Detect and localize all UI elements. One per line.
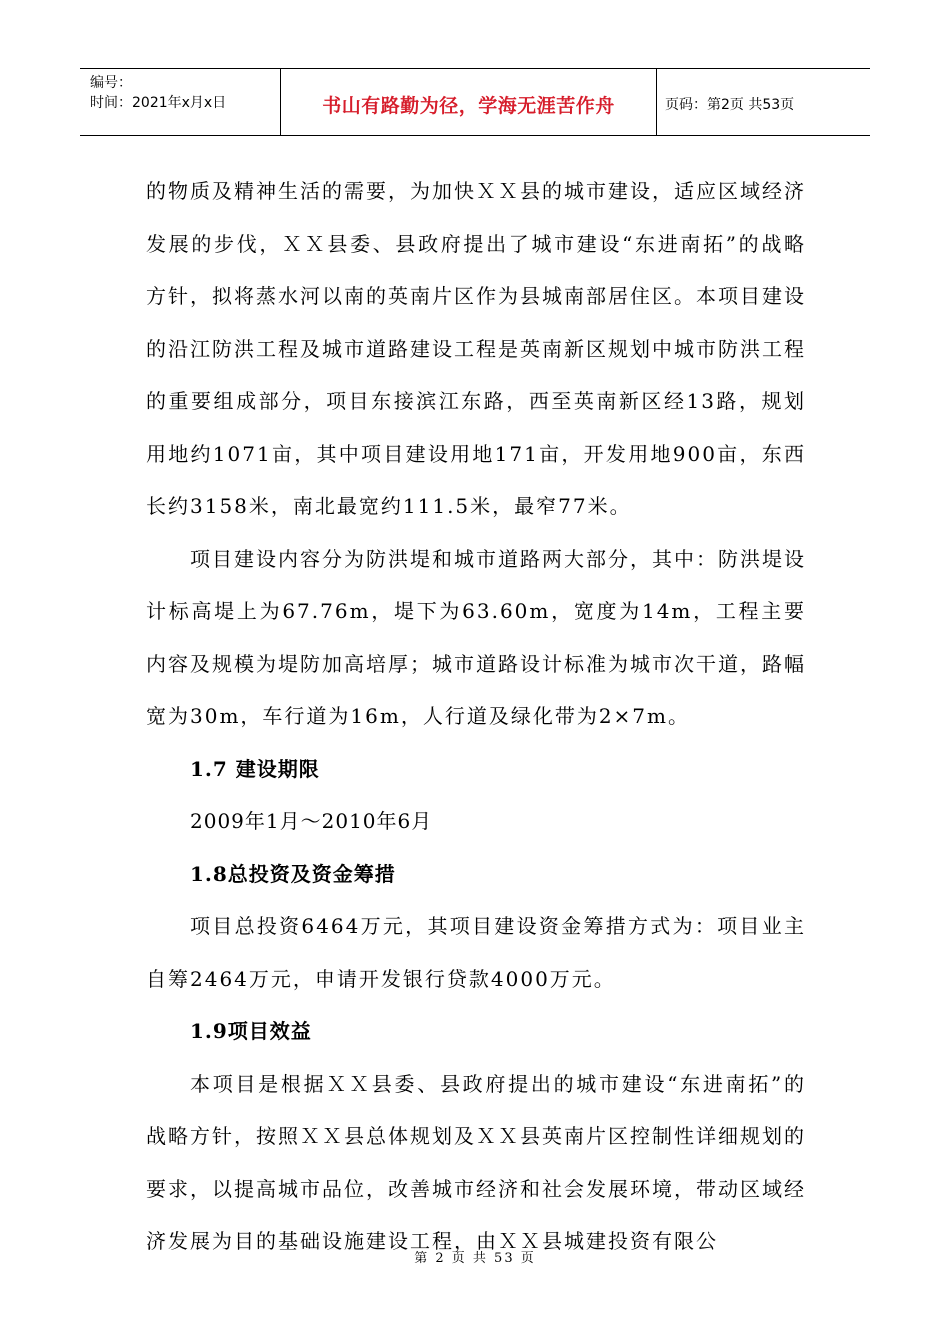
header-motto-cell (281, 69, 657, 135)
section-heading: 1.7 建设期限 (190, 756, 320, 781)
body-paragraph: 项目总投资6464万元，其项目建设资金筹措方式为：项目业主自筹2464万元，申请开发银行贷款4000万元。 (146, 914, 806, 991)
page-header (80, 68, 870, 136)
document-date-label: 时间：2021年x月x日 (90, 95, 227, 111)
body-paragraph: 项目建设内容分为防洪堤和城市道路两大部分，其中：防洪堤设计标高堤上为67.76m，堤下为63.60m，宽度为14m，工程主要内容及规模为堤防加高培厚；城市道路设计标准为城市次干道，路幅宽为30m，车行道为16m，人行道及绿化带为2×7m。 (146, 546, 806, 728)
page-footer: 第 2 页 共 53 页 (414, 1251, 536, 1266)
header-page-cell (657, 69, 870, 135)
header-page-info: 页码：第2页 共53页 (665, 97, 795, 113)
header-motto: 书山有路勤为径，学海无涯苦作舟 (322, 94, 615, 117)
body-paragraph: 的物质及精神生活的需要，为加快ＸＸ县的城市建设，适应区域经济发展的步伐，ＸＸ县委、县政府提出了城市建设“东进南拓”的战略方针，拟将蒸水河以南的英南片区作为县城南部居住区。本项目建设的沿江防洪工程及城市道路建设工程是英南新区规划中城市防洪工程的重要组成部分，项目东接滨江东路，西至英南新区经13路，规划用地约1071亩，其中项目建设用地171亩，开发用地900亩，东西长约3158米，南北最宽约111.5米，最窄77米。 (146, 179, 806, 518)
construction-period: 2009年1月～2010年6月 (190, 809, 433, 833)
document-number-label: 编号： (90, 75, 132, 91)
body-paragraph: 本项目是根据ＸＸ县委、县政府提出的城市建设“东进南拓”的战略方针，按照ＸＸ县总体规划及ＸＸ县英南片区控制性详细规划的要求，以提高城市品位，改善城市经济和社会发展环境，带动区域经济发展为目的基础设施建设工程，由ＸＸ县城建投资有限公 (146, 1071, 806, 1253)
header-meta-cell (80, 69, 281, 135)
section-heading: 1.8总投资及资金筹措 (190, 861, 396, 886)
section-heading: 1.9项目效益 (190, 1019, 312, 1043)
document-body (146, 165, 806, 1268)
